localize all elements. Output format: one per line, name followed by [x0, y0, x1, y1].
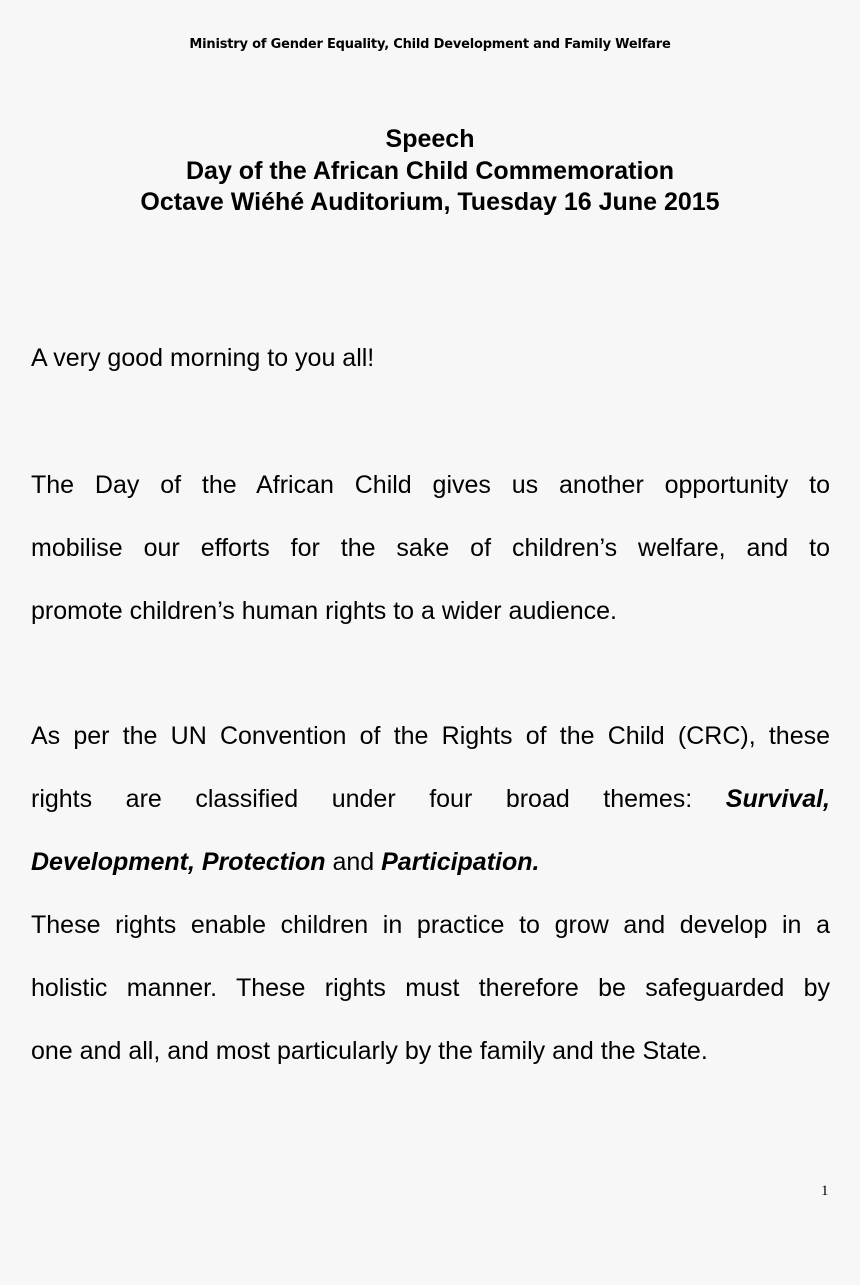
page-number: 1 [821, 1183, 829, 1199]
paragraph-2-line-3 [31, 831, 830, 894]
theme-development-protection: Development, Protection [31, 848, 326, 876]
ministry-header: Ministry of Gender Equality, Child Development and Family Welfare [189, 37, 671, 52]
paragraph-2-line-1: As per the UN Convention of the Rights of the Child (CRC), these [31, 722, 830, 750]
paragraph-1-line-3: promote children’s human rights to a wider audience. [31, 597, 617, 625]
paragraph-1-line-1: The Day of the African Child gives us another opportunity to [31, 471, 830, 499]
greeting: A very good morning to you all! [31, 344, 375, 372]
theme-survival: Survival, [725, 785, 830, 813]
paragraph-2-line-3-and: and [325, 848, 382, 876]
paragraph-2 [31, 705, 830, 894]
speech-title-block [0, 124, 860, 219]
paragraph-3 [31, 894, 830, 1083]
title-line-speech: Speech [385, 125, 475, 153]
paragraph-2-line-2-text: rights are classified under four broad themes: [31, 785, 726, 813]
theme-participation: Participation. [381, 848, 540, 876]
paragraph-1-line-2: mobilise our efforts for the sake of children’s welfare, and to [31, 534, 830, 562]
title-line-event: Day of the African Child Commemoration [185, 156, 674, 185]
paragraph-3-line-2: holistic manner. These rights must therefore be safeguarded by [31, 974, 830, 1002]
paragraph-2-line-2 [31, 768, 830, 831]
paragraph-1 [31, 454, 830, 643]
paragraph-3-line-3: one and all, and most particularly by the family and the State. [31, 1037, 708, 1065]
title-line-venue-date: Octave Wiéhé Auditorium, Tuesday 16 June 2015 [140, 188, 720, 216]
paragraph-3-line-1: These rights enable children in practice to grow and develop in a [31, 911, 830, 939]
